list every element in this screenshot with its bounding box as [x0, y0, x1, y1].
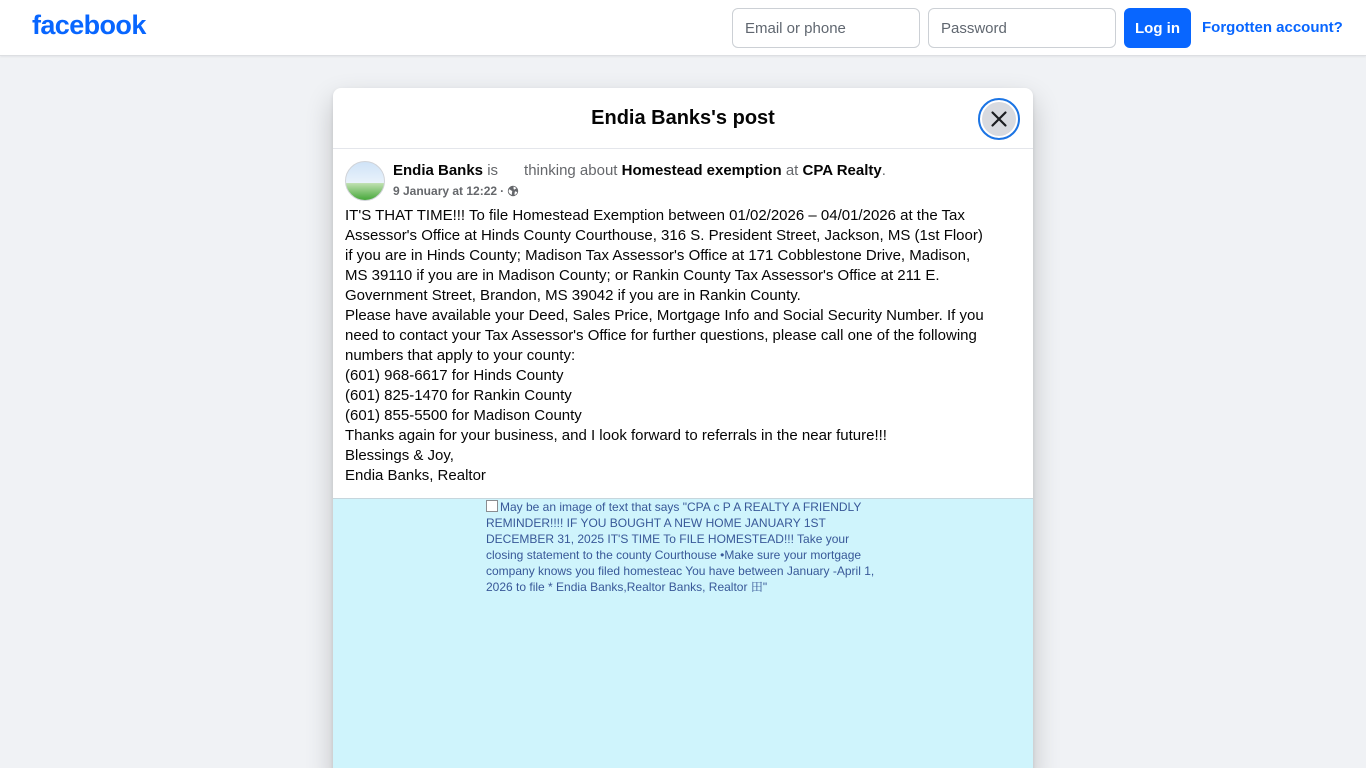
post-timestamp[interactable]: 9 January at 12:22: [393, 184, 498, 198]
at-word: at: [785, 162, 799, 179]
dialog-header: [333, 88, 1033, 149]
login-button[interactable]: Log in: [1124, 8, 1191, 48]
post-image[interactable]: [333, 498, 1033, 768]
close-button[interactable]: [978, 98, 1020, 140]
post-line: Thanks again for your business, and I look forward to referrals in the near future!!!: [345, 427, 887, 444]
avatar[interactable]: [345, 161, 385, 201]
post-line: Blessings & Joy,: [345, 447, 454, 464]
post-dialog: [333, 88, 1033, 768]
post-line: (601) 968-6617 for Hinds County: [345, 367, 564, 384]
post-paragraph: IT'S THAT TIME!!! To file Homestead Exemption between 01/02/2026 – 04/01/2026 at the Tax Assessor's Office at Hinds County Courthouse, 316 S. President Street, Jackson, MS (1st Floor) if you are in Hinds County; Madison Tax Assessor's Office at 171 Cobblestone Drive, Madison, MS 39110 if you are in Madison County; or Rankin County Tax Assessor's Office at 211 E. Government Street, Brandon, MS 39042 if you are in Rankin County.: [345, 207, 983, 304]
activity-topic[interactable]: Homestead exemption: [621, 162, 782, 179]
post-line: Endia Banks, Realtor: [345, 467, 486, 484]
post-line: (601) 855-5500 for Madison County: [345, 407, 582, 424]
period: .: [881, 162, 886, 179]
meta-separator: ·: [500, 184, 505, 198]
top-bar: [0, 0, 1366, 56]
activity-text: thinking about: [524, 162, 618, 179]
location-link[interactable]: CPA Realty: [802, 162, 882, 179]
globe-icon: [507, 185, 519, 197]
broken-image-icon: [486, 500, 498, 512]
email-input[interactable]: [732, 8, 920, 48]
close-icon: [989, 109, 1009, 129]
forgotten-account-link[interactable]: Forgotten account?: [1202, 19, 1343, 36]
post-meta: [393, 184, 519, 198]
is-word: is: [487, 162, 499, 179]
author-name[interactable]: Endia Banks: [393, 162, 484, 179]
post-message: [345, 206, 985, 486]
post-header: [345, 161, 1021, 201]
password-input[interactable]: [928, 8, 1116, 48]
image-alt-text: [486, 499, 878, 595]
dialog-title: Endia Banks's post: [591, 107, 775, 129]
facebook-logo[interactable]: facebook: [32, 10, 146, 40]
image-alt-label: May be an image of text that says "CPA c P A REALTY A FRIENDLY REMINDER!!!! IF YOU BOUGHT A NEW HOME JANUARY 1ST DECEMBER 31, 2025 IT'S TIME To FILE HOMESTEAD!!! Take your closing statement to the county Courthouse •Make sure your mortgage company knows you filed homesteac You have between January -April 1, 2026 to file * Endia Banks,Realtor Banks, Realtor 田": [486, 500, 875, 594]
post-line: (601) 825-1470 for Rankin County: [345, 387, 572, 404]
post-paragraph: Please have available your Deed, Sales Price, Mortgage Info and Social Security Number. If you need to contact your Tax Assessor's Office for further questions, please call one of the following numbers that apply to your county:: [345, 307, 984, 364]
author-line: [393, 162, 886, 179]
